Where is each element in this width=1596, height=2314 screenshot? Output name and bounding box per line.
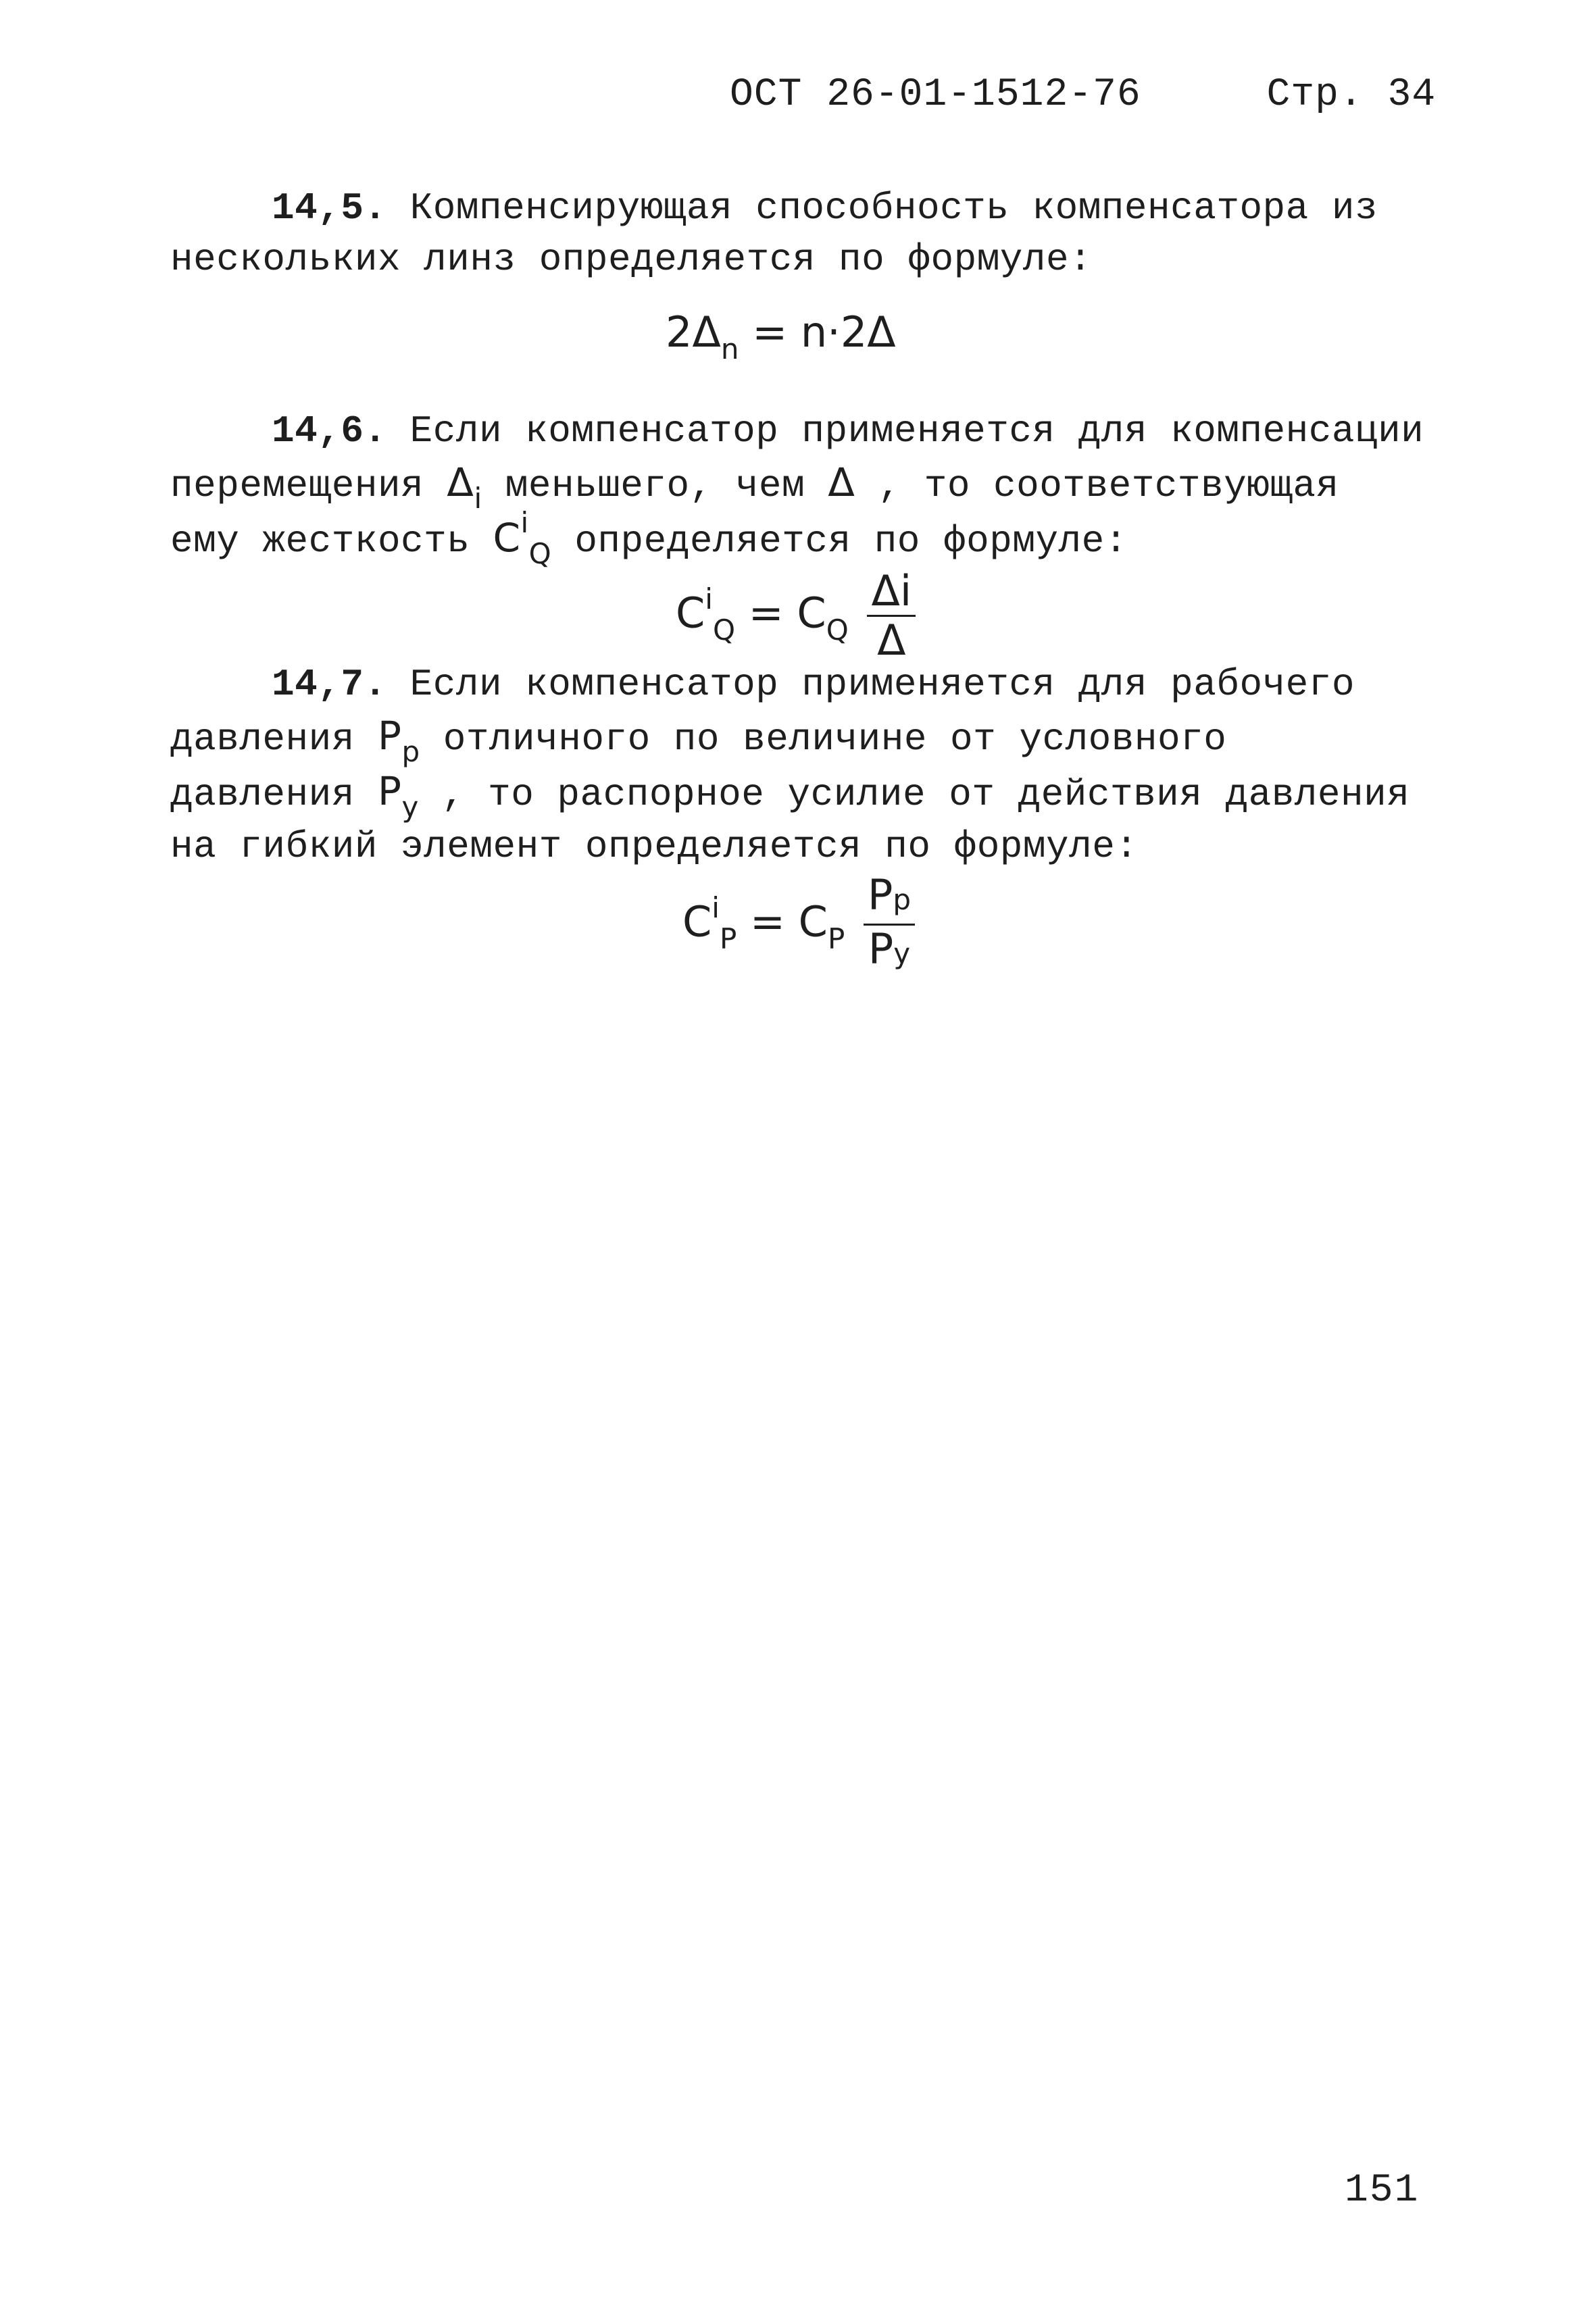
section-14-5: [170, 182, 1427, 285]
section-number: 14,5.: [272, 186, 387, 230]
formula-14-5: $2\Delta_n = n\cdot 2\Delta$: [666, 307, 896, 366]
section-text-c: , то соответствующая ему жесткость: [170, 464, 1339, 563]
formula-14-6: $C^i_Q = C_Q$ $\frac{\Delta i}{\Delta}$: [676, 568, 916, 664]
section-text-c: , то распорное усилие от действия давления на гибкий элемент определяется по формуле:: [170, 773, 1410, 868]
section-14-6: [170, 405, 1427, 568]
section-text-b: отличного по величине от условного давления: [170, 718, 1227, 816]
sheet-number: 151: [1345, 2169, 1420, 2213]
formula-14-7: $C^i_P = C_P$ $\frac{Pp}{Py}$: [682, 872, 915, 978]
section-14-7: [170, 659, 1427, 872]
section-number: 14,7.: [272, 663, 387, 706]
symbol-p-p: $P_p$: [377, 713, 420, 768]
section-text-b: меньшего, чем: [505, 464, 805, 507]
section-text-a: Если компенсатор применяется для рабочего давления: [170, 663, 1355, 761]
symbol-c-q-i: $C^i_Q$: [493, 506, 552, 570]
section-text-a: Если компенсатор применяется для компенсации перемещения: [170, 409, 1424, 507]
section-text: Компенсирующая способность компенсатора из нескольких линз определяется по формуле:: [170, 186, 1378, 281]
section-text-d: определяется по формуле:: [574, 520, 1128, 563]
symbol-p-y: $P_y$: [377, 768, 419, 824]
document-code: ОСТ 26-01-1512-76: [730, 73, 1141, 117]
section-number: 14,6.: [272, 409, 387, 453]
page-header: [730, 73, 1436, 117]
symbol-delta-i: $\Delta_i$: [447, 459, 482, 515]
symbol-delta: Δ: [828, 459, 855, 505]
page-number-label: Стр. 34: [1266, 73, 1437, 117]
